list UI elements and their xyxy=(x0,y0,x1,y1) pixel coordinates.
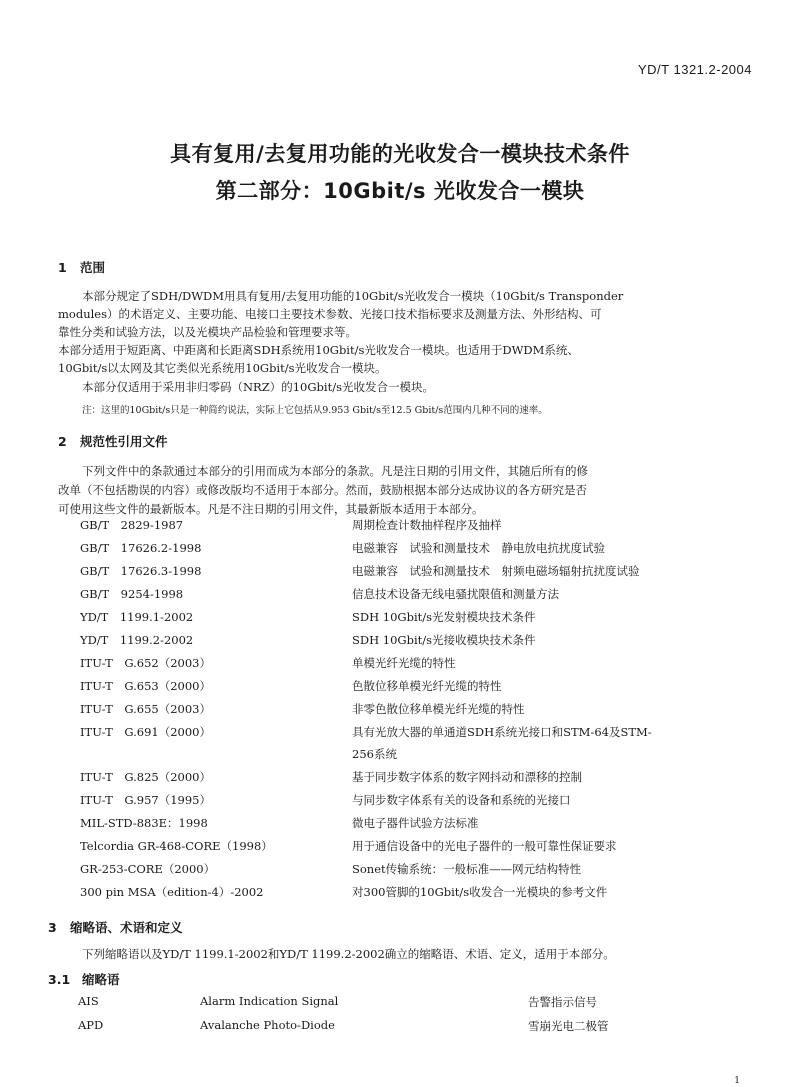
section-3-1-number: 3.1 xyxy=(48,972,71,987)
section-2-heading xyxy=(58,432,168,450)
reference-title: 电磁兼容 试验和测量技术 静电放电抗扰度试验 xyxy=(352,541,605,555)
section-2-para-line2: 改单（不包括勘误的内容）或修改版均不适用于本部分。然而，鼓励根据本部分达成协议的各方研究是否 xyxy=(58,483,587,497)
reference-title: 对300管脚的10Gbit/s收发合一光模块的参考文件 xyxy=(352,885,608,899)
section-1-para1-line3: 靠性分类和试验方法，以及光模块产品检验和管理要求等。 xyxy=(58,325,357,339)
reference-code: Telcordia GR-468-CORE（1998） xyxy=(80,839,273,853)
section-1-para1-line2: modules）的术语定义、主要功能、电接口主要技术参数、光接口技术指标要求及测量方法、外形结构、可 xyxy=(58,307,602,321)
section-1-para1-line1: 本部分规定了SDH/DWDM用具有复用/去复用功能的10Gbit/s光收发合一模块（10Gbit/s Transponder xyxy=(82,289,624,303)
reference-code: YD/T 1199.2-2002 xyxy=(80,633,194,647)
reference-title: 色散位移单模光纤光缆的特性 xyxy=(352,679,502,693)
section-3-number: 3 xyxy=(48,920,57,935)
reference-code: GB/T 17626.2-1998 xyxy=(80,541,202,555)
section-1-note: 注：这里的10Gbit/s只是一种简约说法，实际上它包括从9.953 Gbit/s至12.5 Gbit/s范围内几种不同的速率。 xyxy=(82,405,548,416)
reference-title: 与同步数字体系有关的设备和系统的光接口 xyxy=(352,793,571,807)
section-1-heading xyxy=(58,258,105,276)
section-2-title: 规范性引用文件 xyxy=(80,434,168,449)
section-3-1-heading xyxy=(48,970,120,988)
reference-title: 信息技术设备无线电骚扰限值和测量方法 xyxy=(352,587,559,601)
section-1-title: 范围 xyxy=(80,260,106,275)
reference-code: ITU-T G.691（2000） xyxy=(80,725,211,739)
reference-code: MIL-STD-883E：1998 xyxy=(80,816,208,830)
reference-title: 电磁兼容 试验和测量技术 射频电磁场辐射抗扰度试验 xyxy=(352,564,640,578)
abbreviation-chinese: 告警指示信号 xyxy=(528,995,597,1009)
reference-code: GB/T 9254-1998 xyxy=(80,587,184,601)
reference-title: 非零色散位移单模光纤光缆的特性 xyxy=(352,702,525,716)
section-2-number: 2 xyxy=(58,434,67,449)
abbreviation-english: Alarm Indication Signal xyxy=(200,994,339,1008)
reference-code: GB/T 2829-1987 xyxy=(80,518,184,532)
reference-title: SDH 10Gbit/s光发射模块技术条件 xyxy=(352,610,536,624)
reference-code: 300 pin MSA（edition-4）-2002 xyxy=(80,885,264,899)
reference-title: 单模光纤光缆的特性 xyxy=(352,656,456,670)
section-1-para3: 本部分仅适用于采用非归零码（NRZ）的10Gbit/s光收发合一模块。 xyxy=(82,380,434,394)
reference-code: GB/T 17626.3-1998 xyxy=(80,564,202,578)
document-title-line1: 具有复用/去复用功能的光收发合一模块技术条件 xyxy=(170,142,630,166)
abbreviation: AIS xyxy=(78,994,99,1008)
reference-title: 基于同步数字体系的数字网抖动和漂移的控制 xyxy=(352,770,582,784)
reference-title: SDH 10Gbit/s光接收模块技术条件 xyxy=(352,633,536,647)
reference-title-continuation: 256系统 xyxy=(352,747,397,761)
reference-code: ITU-T G.957（1995） xyxy=(80,793,211,807)
reference-title: Sonet传输系统：一般标准——网元结构特性 xyxy=(352,862,582,876)
reference-title: 周期检查计数抽样程序及抽样 xyxy=(352,518,502,532)
reference-title: 用于通信设备中的光电子器件的一般可靠性保证要求 xyxy=(352,839,617,853)
section-1-para2-line1: 本部分适用于短距离、中距离和长距离SDH系统用10Gbit/s光收发合一模块。也适用于DWDM系统、 xyxy=(58,343,579,357)
section-3-heading xyxy=(48,918,183,936)
reference-title: 具有光放大器的单通道SDH系统光接口和STM-64及STM- xyxy=(352,725,652,739)
abbreviation: APD xyxy=(78,1018,104,1032)
standard-number: YD/T 1321.2-2004 xyxy=(638,62,752,77)
section-2-para-line1: 下列文件中的条款通过本部分的引用而成为本部分的条款。凡是注日期的引用文件，其随后所有的修 xyxy=(82,464,588,478)
reference-code: ITU-T G.653（2000） xyxy=(80,679,211,693)
section-1-number: 1 xyxy=(58,260,67,275)
reference-title: 微电子器件试验方法标准 xyxy=(352,816,479,830)
abbreviation-english: Avalanche Photo-Diode xyxy=(200,1018,335,1032)
document-title-line2: 第二部分：10Gbit/s 光收发合一模块 xyxy=(215,179,585,203)
section-1-para2-line2: 10Gbit/s以太网及其它类似光系统用10Gbit/s光收发合一模块。 xyxy=(58,361,387,375)
abbreviation-chinese: 雪崩光电二极管 xyxy=(528,1019,609,1033)
reference-code: ITU-T G.655（2003） xyxy=(80,702,211,716)
page-number: 1 xyxy=(734,1076,740,1086)
reference-code: ITU-T G.652（2003） xyxy=(80,656,211,670)
section-3-title: 缩略语、术语和定义 xyxy=(70,920,183,935)
reference-code: ITU-T G.825（2000） xyxy=(80,770,211,784)
section-3-para: 下列缩略语以及YD/T 1199.1-2002和YD/T 1199.2-2002确立的缩略语、术语、定义，适用于本部分。 xyxy=(82,947,615,961)
reference-code: YD/T 1199.1-2002 xyxy=(80,610,194,624)
section-3-1-title: 缩略语 xyxy=(82,972,120,987)
reference-code: GR-253-CORE（2000） xyxy=(80,862,216,876)
section-2-para-line3: 可使用这些文件的最新版本。凡是不注日期的引用文件，其最新版本适用于本部分。 xyxy=(58,502,484,516)
